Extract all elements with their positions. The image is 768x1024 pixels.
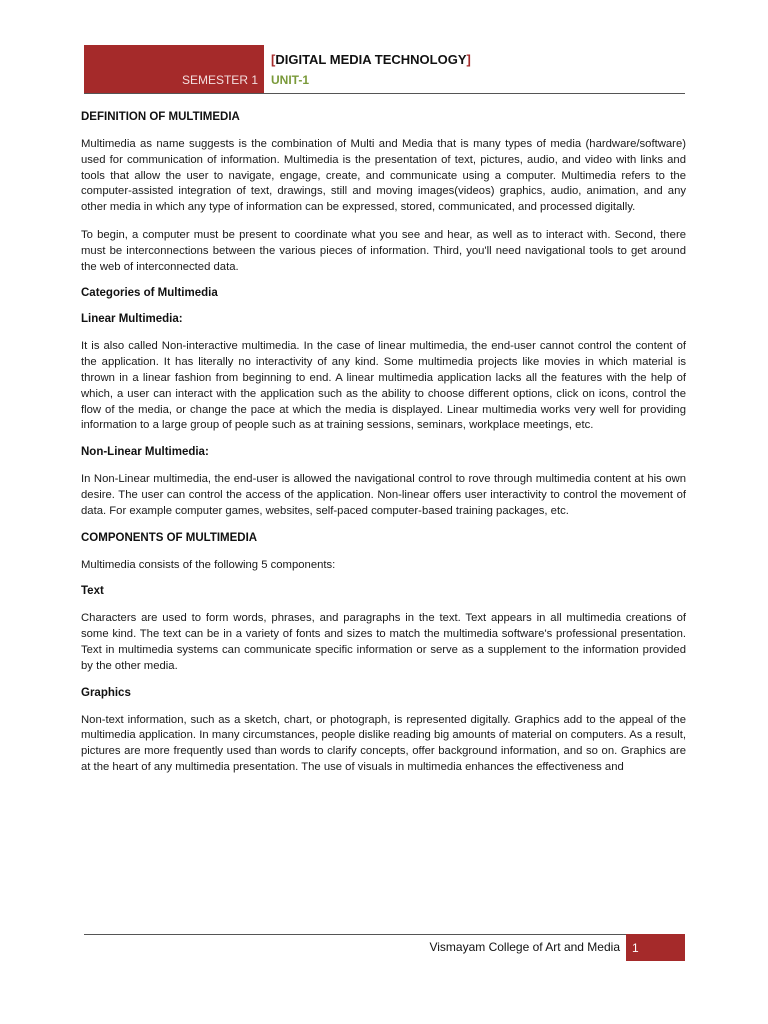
page-number: 1 [626, 934, 685, 961]
definition-paragraph-2: To begin, a computer must be present to coordinate what you see and hear, as well as to interact with. Second, there must be interconnections between the various pieces of information. Third, you'll need navigational tools to get around the web of interconnected data. [81, 228, 686, 273]
text-heading: Text [81, 585, 104, 598]
document-title [271, 52, 471, 67]
unit-label: UNIT-1 [271, 73, 310, 87]
header-divider [84, 93, 685, 94]
linear-paragraph: It is also called Non-interactive multimedia. In the case of linear multimedia, the end-user cannot control the content of the application. It has literally no interactivity of any kind. Some multimedia projects like movies in which material is thrown in a linear fashion from beginning to end. A linear multimedia application lacks all the features with the help of which, a user can interact with the application such as the ability to choose different options, click on icons, control the flow of the media, or change the pace at which the media is displayed. Linear multimedia works very well for providing information to a large group of people such as at training sessions, seminars, workplace meetings, etc. [81, 340, 686, 432]
title-bracket-close: ] [466, 52, 471, 67]
components-paragraph: Multimedia consists of the following 5 components: [81, 558, 336, 571]
components-heading: COMPONENTS OF MULTIMEDIA [81, 531, 258, 544]
linear-heading: Linear Multimedia: [81, 313, 183, 326]
footer-divider [84, 934, 626, 935]
title-bracket-open: [ [271, 52, 276, 67]
nonlinear-paragraph: In Non-Linear multimedia, the end-user is allowed the navigational control to rove through multimedia content at his own desire. The user can control the access of the application. Non-linear offers user interactivity to control the movement of data. For example computer games, websites, self-paced computer-based training packages, etc. [81, 473, 686, 517]
nonlinear-heading: Non-Linear Multimedia: [81, 446, 209, 459]
graphics-heading: Graphics [81, 686, 131, 699]
page-content [81, 111, 686, 788]
title-text: DIGITAL MEDIA TECHNOLOGY [275, 52, 467, 67]
semester-label-box [84, 45, 264, 93]
semester-label: SEMESTER 1 [181, 73, 258, 87]
graphics-paragraph: Non-text information, such as a sketch, chart, or photograph, is represented digitally. Graphics add to the appeal of the multimedia application. In many circumstances, people dislike reading big amounts of material on computers. As a result, pictures are more frequently used than words to clarify concepts, offer background information, and so on. Graphics are at the heart of any multimedia presentation. The use of visuals in multimedia enhances the effectiveness and [81, 713, 686, 773]
text-paragraph: Characters are used to form words, phrases, and paragraphs in the text. Text appears in all multimedia creations of some kind. The text can be in a variety of fonts and sizes to match the multimedia software's professional presentation. Text in multimedia systems can communicate specific information or serve as a supplement to the information provided by the other media. [81, 612, 686, 672]
footer-college: Vismayam College of Art and Media [429, 940, 620, 954]
definition-paragraph-1: Multimedia as name suggests is the combination of Multi and Media that is many types of media (hardware/software) used for communication of information. Multimedia is the presentation of text, pictures, audio, and video with links and tools that allow the user to navigate, engage, create, and communicate using a computer. Multimedia refers to the computer-assisted integration of text, drawings, still and moving images(videos) graphics, audio, animation, and any other media in which any type of information can be expressed, stored, communicated, and processed digitally. [81, 138, 686, 214]
definition-heading: DEFINITION OF MULTIMEDIA [81, 111, 240, 123]
categories-heading: Categories of Multimedia [81, 287, 218, 300]
